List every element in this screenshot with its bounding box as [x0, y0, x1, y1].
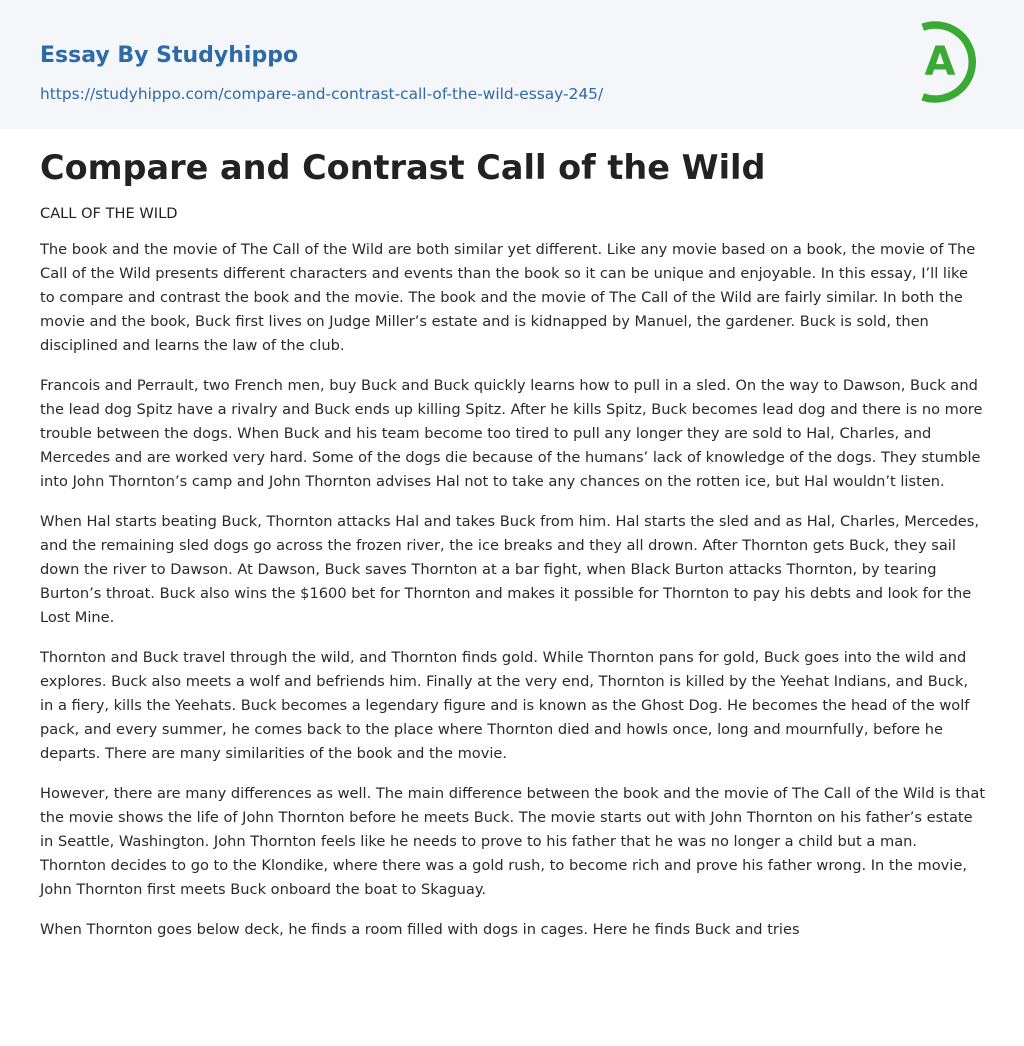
essay-body: [40, 238, 986, 942]
logo-letter: A: [924, 39, 956, 85]
essay-paragraph: Francois and Perrault, two French men, buy Buck and Buck quickly learns how to pull in a sled. On the way to Dawson, Buck and the lead dog Spitz have a rivalry and Buck ends up killing Spitz. After he kills Spitz, Buck becomes lead dog and there is no more trouble between the dogs. When Buck and his team become too tired to pull any longer they are sold to Hal, Charles, and Mercedes and are worked very hard. Some of the dogs die because of the humans’ lack of knowledge of the dogs. They stumble into John Thornton’s camp and John Thornton advises Hal not to take any chances on the rotten ice, but Hal wouldn’t listen.: [40, 377, 983, 490]
essay-paragraph: When Hal starts beating Buck, Thornton attacks Hal and takes Buck from him. Hal starts the sled and as Hal, Charles, Mercedes, and the remaining sled dogs go across the frozen river, the ice breaks and they all drown. After Thornton gets Buck, they sail down the river to Dawson. At Dawson, Buck saves Thornton at a bar fight, when Black Burton attacks Thornton, by tearing Burton’s throat. Buck also wins the $1600 bet for Thornton and makes it possible for Thornton to pay his debts and look for the Lost Mine.: [40, 513, 980, 626]
site-header: [0, 0, 1024, 129]
site-title: Essay By Studyhippo: [40, 43, 299, 68]
essay-subtitle: CALL OF THE WILD: [40, 205, 178, 222]
essay-paragraph: When Thornton goes below deck, he finds a room filled with dogs in cages. Here he finds Buck and tries: [40, 921, 800, 938]
source-url-link[interactable]: https://studyhippo.com/compare-and-contrast-call-of-the-wild-essay-245/: [40, 85, 604, 103]
essay-title: Compare and Contrast Call of the Wild: [40, 148, 766, 187]
essay-paragraph: However, there are many differences as well. The main difference between the book and the movie of The Call of the Wild is that the movie shows the life of John Thornton before he meets Buck. The movie starts out with John Thornton on his father’s estate in Seattle, Washington. John Thornton feels like he needs to prove to his father that he was no longer a child but a man. Thornton decides to go to the Klondike, where there was a gold rush, to become rich and prove his father wrong. In the movie, John Thornton first meets Buck onboard the boat to Skaguay.: [40, 785, 986, 898]
essay-content: [40, 142, 986, 942]
grade-a-icon: [912, 19, 986, 105]
essay-paragraph: Thornton and Buck travel through the wild, and Thornton finds gold. While Thornton pans for gold, Buck goes into the wild and explores. Buck also meets a wolf and befriends him. Finally at the very end, Thornton is killed by the Yeehat Indians, and Buck, in a fiery, kills the Yeehats. Buck becomes a legendary figure and is known as the Ghost Dog. He becomes the head of the wolf pack, and every summer, he comes back to the place where Thornton died and howls once, long and mournfully, before he departs. There are many similarities of the book and the movie.: [40, 649, 970, 762]
essay-paragraph: The book and the movie of The Call of the Wild are both similar yet different. Like any movie based on a book, the movie of The Call of the Wild presents different characters and events than the book so it can be unique and enjoyable. In this essay, I’ll like to compare and contrast the book and the movie. The book and the movie of The Call of the Wild are fairly similar. In both the movie and the book, Buck first lives on Judge Miller’s estate and is kidnapped by Manuel, the gardener. Buck is sold, then disciplined and learns the law of the club.: [40, 241, 976, 354]
